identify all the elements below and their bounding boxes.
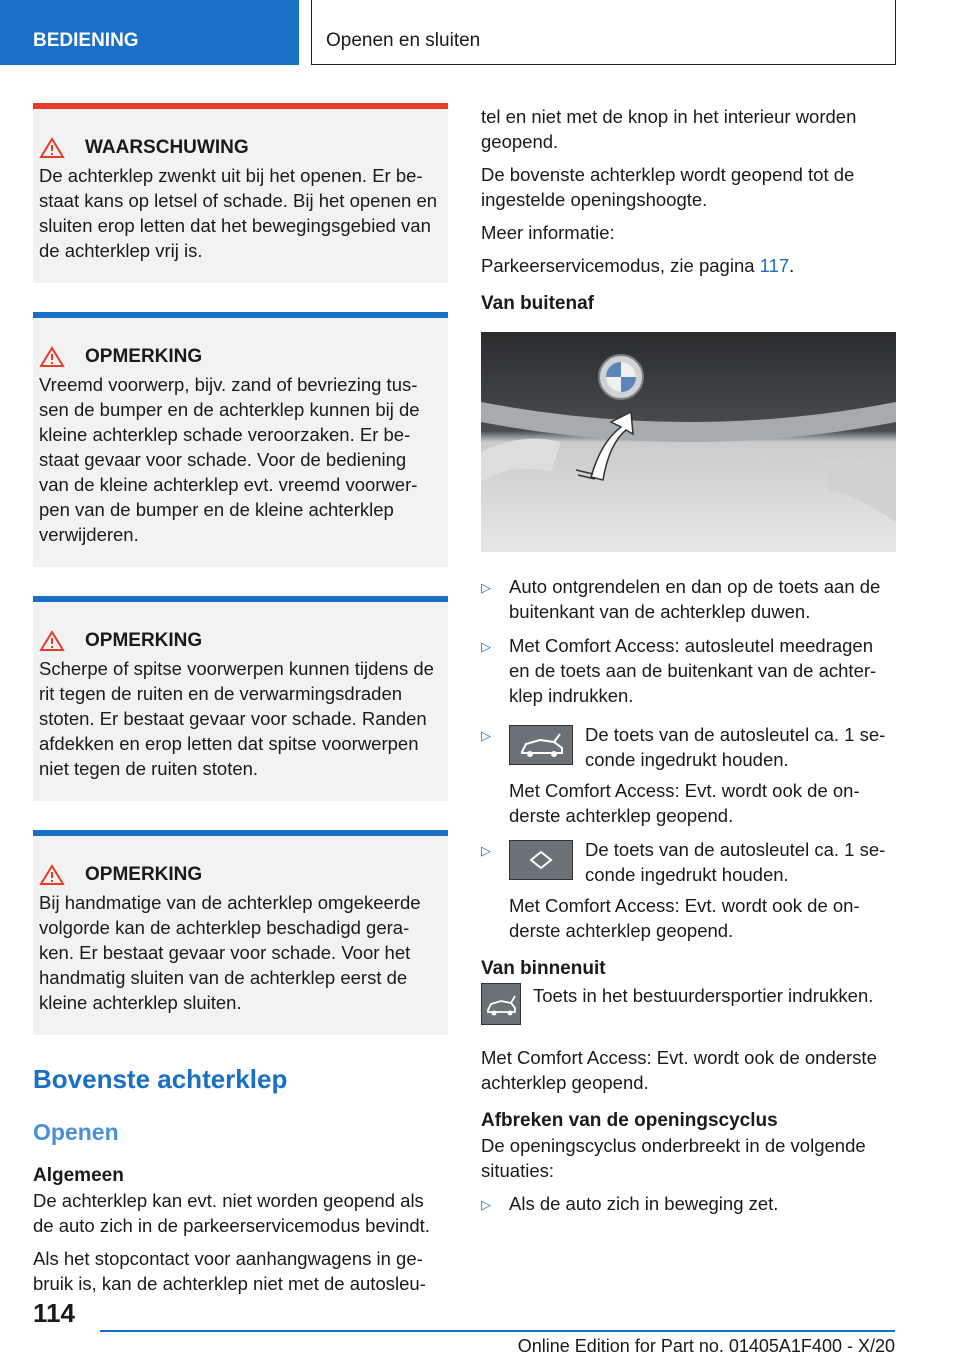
warning-box: [33, 103, 448, 283]
paragraph-heading: Algemeen: [33, 1165, 124, 1186]
paragraph-heading: Afbreken van de openingscyclus: [481, 1110, 778, 1131]
warning-triangle-icon: [39, 864, 65, 886]
warning-triangle-icon: [39, 346, 65, 368]
door-tailgate-button-icon: [481, 983, 521, 1025]
body-paragraph: Toets in het bestuurdersportier indrukken.: [533, 985, 874, 1006]
paragraph-heading: Van buitenaf: [481, 293, 594, 314]
note-title-text: OPMERKING: [85, 630, 203, 651]
warning-text: De achterklep zwenkt uit bij het openen. Er be-staat kans op letsel of schade. Bij het openen en sluiten erop letten dat het bewegingsgebied van de achterklep vrij is.: [39, 165, 438, 261]
list-item: [481, 1191, 896, 1217]
page-link[interactable]: 117: [759, 255, 790, 276]
cross-reference-end: .: [789, 255, 795, 276]
note-title: [39, 864, 440, 886]
tailgate-button-photo: [481, 332, 896, 552]
list-item: [481, 837, 896, 943]
cross-reference-text: Parkeerservicemodus, zie pagina: [481, 255, 760, 276]
right-column: [481, 104, 896, 1226]
section-heading: Bovenste achterklep: [33, 1064, 288, 1094]
list-item-text: Auto ontgrendelen en dan op de toets aan de buitenkant van de achterklep duwen.: [509, 576, 881, 622]
note-title: [39, 630, 440, 652]
list-item: [481, 722, 896, 828]
subsection-heading: Openen: [33, 1119, 119, 1145]
bullet-arrow-icon: ▷: [481, 728, 491, 743]
warning-title-text: WAARSCHUWING: [85, 137, 249, 158]
note-box-3: [33, 830, 448, 1035]
list-item-note: Met Comfort Access: Evt. wordt ook de on-derste achterklep geopend.: [509, 895, 860, 941]
list-item-text: De toets van de autosleutel ca. 1 se-conde ingedrukt houden.: [585, 839, 886, 885]
bullet-arrow-icon: ▷: [481, 580, 491, 595]
note-box-1: [33, 312, 448, 567]
section-tab: BEDIENING: [0, 0, 299, 65]
list-item-text: Met Comfort Access: autosleutel meedragen en de toets aan de buitenkant van de achter-klep indrukken.: [509, 635, 877, 706]
note-box-2: [33, 596, 448, 801]
warning-triangle-icon: [39, 137, 65, 159]
bullet-arrow-icon: ▷: [481, 639, 491, 654]
body-paragraph: Als het stopcontact voor aanhangwagens in ge-bruik is, kan de achterklep niet met de autosleu-: [33, 1248, 426, 1294]
body-paragraph: De achterklep kan evt. niet worden geopend als de auto zich in de parkeerservicemodus bevindt.: [33, 1190, 430, 1236]
list-item-text: De toets van de autosleutel ca. 1 se-conde ingedrukt houden.: [585, 724, 886, 770]
cross-reference: [481, 253, 896, 278]
footer-divider: [100, 1330, 895, 1332]
list-item: [481, 633, 896, 708]
body-paragraph: De openingscyclus onderbreekt in de volgende situaties:: [481, 1135, 866, 1181]
unlock-key-icon: [509, 840, 573, 880]
paragraph-heading: Van binnenuit: [481, 958, 606, 979]
page-number: 114: [33, 1298, 75, 1328]
body-paragraph: De bovenste achterklep wordt geopend tot de ingestelde openingshoogte.: [481, 164, 855, 210]
list-item-text: Als de auto zich in beweging zet.: [509, 1193, 779, 1214]
note-title: [39, 346, 440, 368]
note-title-text: OPMERKING: [85, 346, 203, 367]
body-paragraph: Meer informatie:: [481, 222, 615, 243]
list-item-note: Met Comfort Access: Evt. wordt ook de on-derste achterklep geopend.: [509, 780, 860, 826]
list-item: [481, 574, 896, 624]
left-column: [33, 103, 448, 1304]
warning-title: [39, 137, 440, 159]
note-text: Bij handmatige van de achterklep omgekeerde volgorde kan de achterklep beschadigd gera-ken. Er bestaat gevaar voor schade. Voor het handmatig sluiten van de achterklep eerst de kleine achterklep sluiten.: [39, 892, 421, 1013]
car-tailgate-key-icon: [509, 725, 573, 765]
note-title-text: OPMERKING: [85, 864, 203, 885]
note-text: Vreemd voorwerp, bijv. zand of bevriezing tus-sen de bumper en de achterklep kunnen bij de kleine achterklep schade veroorzaken. Er be-staat gevaar voor schade. Voor de bediening van de kleine achterklep evt. vreemd voorwer-pen van de bumper en de kleine achterklep verwijderen.: [39, 374, 420, 545]
warning-triangle-icon: [39, 630, 65, 652]
note-text: Scherpe of spitse voorwerpen kunnen tijdens de rit tegen de ruiten en de verwarmingsdraden stoten. Er bestaat gevaar voor schade. Randen afdekken en erop letten dat spitse voorwerpen niet tegen de ruiten stoten.: [39, 658, 434, 779]
edition-footer: Online Edition for Part no. 01405A1F400 - X/20: [517, 1336, 895, 1356]
bullet-arrow-icon: ▷: [481, 1197, 491, 1212]
chapter-tab: Openen en sluiten: [311, 0, 896, 65]
body-paragraph: tel en niet met de knop in het interieur worden geopend.: [481, 106, 857, 152]
body-paragraph: Met Comfort Access: Evt. wordt ook de onderste achterklep geopend.: [481, 1047, 877, 1093]
bullet-arrow-icon: ▷: [481, 843, 491, 858]
